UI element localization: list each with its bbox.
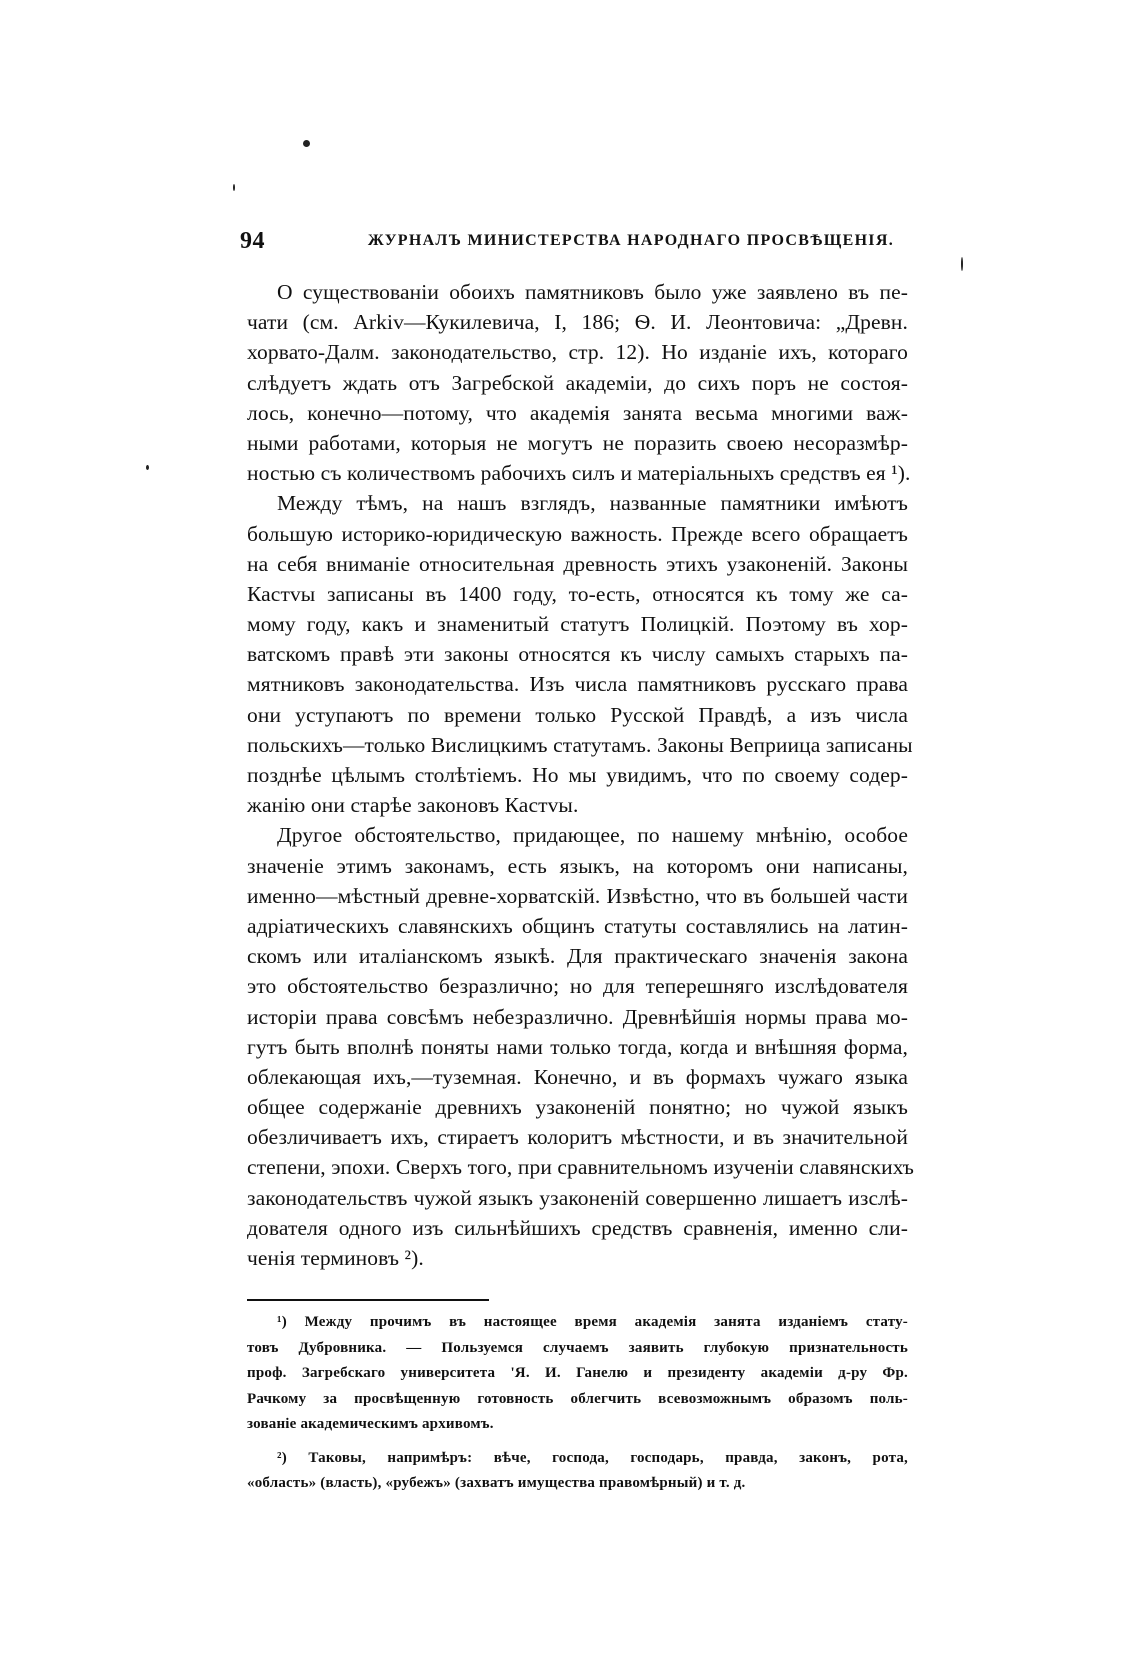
text-line: дователя одного изъ сильнѣйшихъ средствъ сравненія, именно сли- (247, 1215, 908, 1240)
text-line: адріатическихъ славянскихъ общинъ статуты составлялись на латин- (247, 913, 908, 938)
page-number: 94 (240, 228, 265, 254)
text-line: гутъ быть вполнѣ поняты нами только тогда, когда и внѣшняя форма, (247, 1034, 908, 1059)
text-line: исторіи права совсѣмъ небезразлично. Древнѣйшія нормы права мо- (247, 1004, 908, 1029)
text-line: Между тѣмъ, на нашъ взглядъ, названные памятники имѣютъ (277, 491, 908, 516)
text-line: О существованіи обоихъ памятниковъ было уже заявлено въ пе- (277, 280, 908, 304)
footnote-1 (247, 1310, 908, 1438)
text-line: мому году, какъ и знаменитый статутъ Полицкій. Поэтому въ хор- (247, 612, 908, 637)
footnote-line: Рачкому за просвѣщенную готовность облегчить всевозможнымъ образомъ поль- (247, 1390, 908, 1407)
text-line: они уступаютъ по времени только Русской Правдѣ, а изъ числа (247, 702, 908, 727)
text-line: законодательствъ чужой языкъ узаконеній совершенно лишаетъ изслѣ- (247, 1185, 908, 1210)
text-line: позднѣе цѣлымъ столѣтіемъ. Но мы увидимъ, что по своему содер- (247, 763, 908, 787)
footnote-line: ²) Таковы, напримѣръ: вѣче, господа, господарь, правда, законъ, рота, (277, 1449, 908, 1466)
ink-speck (303, 140, 310, 147)
text-line: на себя вниманіе относительная древность этихъ узаконеній. Законы (247, 551, 908, 576)
text-line: облекающая ихъ,—туземная. Конечно, и въ формахъ чужаго языка (247, 1064, 908, 1089)
paragraph (247, 820, 914, 1273)
text-line: ными работами, которыя не могутъ не поразить своею несоразмѣр- (247, 430, 908, 455)
footnote-line: товъ Дубровника. — Пользуемся случаемъ заявить глубокую признательность (247, 1339, 908, 1356)
ink-speck (961, 257, 963, 271)
text-line: общее содержаніе древнихъ узаконеній понятно; но чужой языкъ (247, 1095, 908, 1120)
ink-speck (233, 184, 235, 191)
text-line: значеніе этимъ законамъ, есть языкъ, на которомъ они написаны, (247, 853, 908, 878)
text-line: скомъ или италіанскомъ языкѣ. Для практическаго значенія закона (247, 944, 908, 969)
text-line: большую историко-юридическую важность. Прежде всего обращаетъ (247, 521, 908, 546)
text-line: это обстоятельство безразлично; но для теперешняго изслѣдователя (247, 974, 908, 999)
text-line: обезличиваетъ ихъ, стираетъ колоритъ мѣстности, и въ значительной (247, 1125, 908, 1150)
text-line: польскихъ—только Вислицкимъ статутамъ. Законы Веприица записаны (247, 732, 913, 757)
text-line: степени, эпохи. Сверхъ того, при сравнительномъ изученіи славянскихъ (247, 1155, 914, 1180)
footnote-divider (247, 1299, 489, 1301)
text-line: Другое обстоятельство, придающее, по нашему мнѣнію, особое (277, 823, 908, 848)
text-line: лось, конечно—потому, что академія занята весьма многими важ- (247, 400, 908, 425)
ink-speck (146, 465, 149, 470)
text-line: чати (см. Arkiv—Кукилевича, I, 186; Ѳ. И. Леонтовича: „Древн. (247, 310, 908, 335)
main-text (247, 277, 914, 1273)
footnote-line: ¹) Между прочимъ въ настоящее время академія занята изданіемъ стату- (277, 1314, 908, 1330)
text-line: хорвато-Далм. законодательство, стр. 12). Но изданіе ихъ, котораго (247, 340, 908, 365)
footnotes (247, 1310, 908, 1497)
text-line: Кастvы записаны въ 1400 году, то-есть, относятся къ тому же са- (247, 581, 908, 606)
running-head: ЖУРНАЛЪ МИНИСТЕРСТВА НАРОДНАГО ПРОСВѢЩЕНІЯ. (367, 232, 894, 249)
text-line: ватскомъ правѣ эти законы относятся къ числу самыхъ старыхъ па- (247, 642, 908, 667)
page-header (240, 228, 908, 262)
paragraph (247, 277, 911, 488)
text-line: ностью съ количествомъ рабочихъ силъ и матеріальныхъ средствъ ея ¹). (247, 461, 911, 486)
footnote-line: проф. Загребскаго университета 'Я. И. Ганелю и президенту академіи д-ру Фр. (247, 1365, 908, 1381)
text-line: именно—мѣстный древне-хорватскій. Извѣстно, что въ большей части (247, 883, 908, 908)
text-line: мятниковъ законодательства. Изъ числа памятниковъ русскаго права (247, 672, 908, 697)
footnote-2 (247, 1446, 908, 1497)
text-line: слѣдуетъ ждать отъ Загребской академіи, до сихъ поръ не состоя- (247, 370, 908, 395)
paragraph (247, 488, 913, 820)
footnote-line: зованіе академическимъ архивомъ. (247, 1416, 494, 1432)
text-line: ченія терминовъ ²). (247, 1246, 424, 1270)
text-line: жанію они старѣе законовъ Кастvы. (247, 793, 579, 818)
footnote-line: «область» (власть), «рубежъ» (захватъ имущества правомѣрный) и т. д. (247, 1475, 746, 1491)
